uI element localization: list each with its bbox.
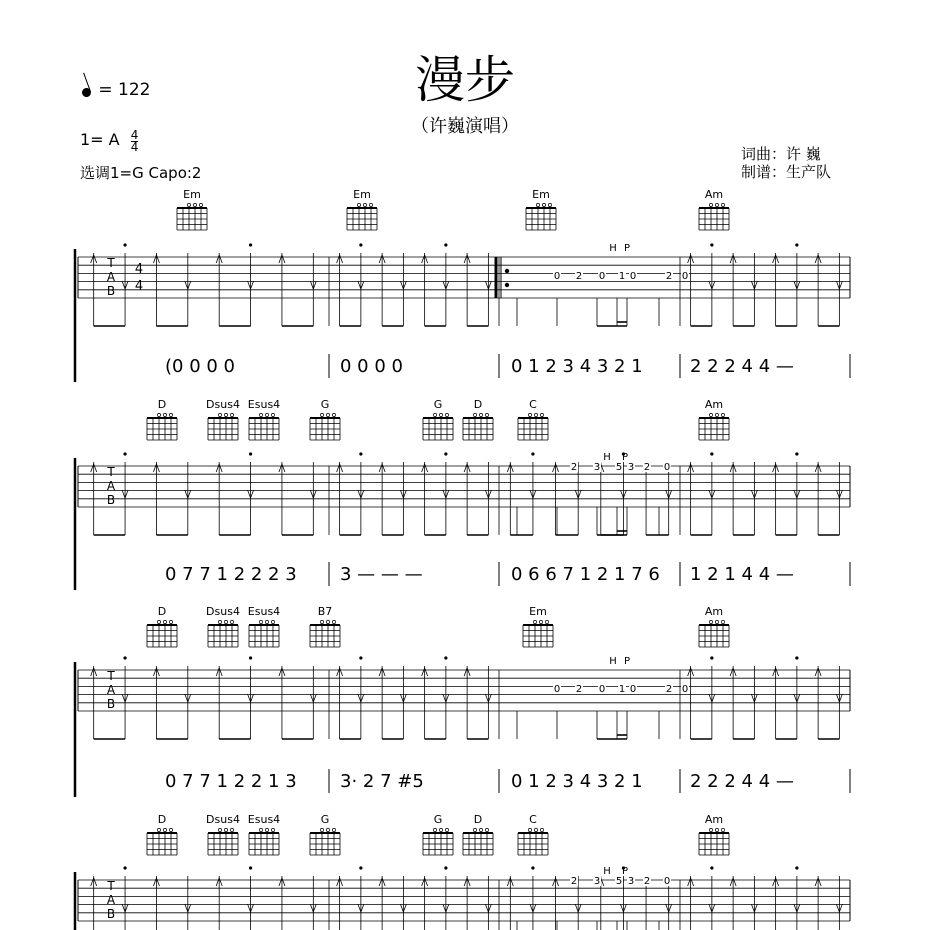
fret-number: 2 <box>575 271 583 282</box>
open-string-mark <box>485 828 488 831</box>
open-string-mark <box>539 620 542 623</box>
accent-dot <box>249 452 252 455</box>
fret-number: 1 <box>618 271 626 282</box>
open-string-mark <box>528 828 531 831</box>
accent-dot <box>795 656 798 659</box>
accent-dot <box>795 243 798 246</box>
chord-name: G <box>433 813 443 826</box>
open-string-mark <box>320 620 323 623</box>
jianpu-measure: 0 1 2 3 4 3 2 1 <box>511 771 643 792</box>
open-string-mark <box>439 828 442 831</box>
open-string-mark <box>536 203 539 206</box>
tab-letter-b: B <box>106 493 116 507</box>
accent-dot <box>359 243 362 246</box>
jianpu-measure: 0 0 0 0 <box>340 356 403 377</box>
open-string-mark <box>187 203 190 206</box>
accent-dot <box>123 243 126 246</box>
fret-number: 0 <box>663 462 671 473</box>
fret-number: 0 <box>663 876 671 887</box>
tab-letter-t: T <box>107 669 115 683</box>
chord-name: Dsus4 <box>206 813 240 826</box>
fret-number: 2 <box>643 462 651 473</box>
tab-letter-t: T <box>107 879 115 893</box>
open-string-mark <box>715 620 718 623</box>
tempo-value: = 122 <box>98 80 151 100</box>
open-string-mark <box>271 413 274 416</box>
song-title: 漫步 <box>415 51 515 109</box>
open-string-mark <box>715 203 718 206</box>
chord-name: D <box>473 398 483 411</box>
open-string-mark <box>332 620 335 623</box>
tab-letter-b: B <box>106 284 116 298</box>
chord-name: Em <box>353 188 371 201</box>
hammer-on-label: H <box>603 452 611 463</box>
open-string-mark <box>326 828 329 831</box>
jianpu-measure: 3· 2 7 #5 <box>340 771 424 792</box>
tab-time-top: 4 <box>134 262 144 277</box>
accent-dot <box>123 452 126 455</box>
open-string-mark <box>163 828 166 831</box>
fret-number: 5 <box>615 876 623 887</box>
accent-dot <box>531 866 534 869</box>
fret-number: 0 <box>598 684 606 695</box>
open-string-mark <box>193 203 196 206</box>
chord-name: Dsus4 <box>206 605 240 618</box>
fret-number: 3 <box>627 462 635 473</box>
fret-number: 2 <box>643 876 651 887</box>
open-string-mark <box>479 413 482 416</box>
open-string-mark <box>169 413 172 416</box>
open-string-mark <box>320 828 323 831</box>
fret-number: 0 <box>681 271 689 282</box>
jianpu-measure: 3 — — — <box>340 564 423 585</box>
open-string-mark <box>271 620 274 623</box>
tab-letter-a: A <box>106 270 116 284</box>
chord-name: G <box>433 398 443 411</box>
chord-name: G <box>320 398 330 411</box>
fret-number: 1 <box>618 684 626 695</box>
open-string-mark <box>445 828 448 831</box>
chord-name: Esus4 <box>247 605 281 618</box>
chord-name: D <box>157 605 167 618</box>
accent-dot <box>249 866 252 869</box>
fret-number: 0 <box>553 684 561 695</box>
open-string-mark <box>721 828 724 831</box>
fret-number: 0 <box>681 684 689 695</box>
open-string-mark <box>230 828 233 831</box>
open-string-mark <box>721 413 724 416</box>
open-string-mark <box>259 620 262 623</box>
accent-dot <box>359 866 362 869</box>
chord-name: Em <box>183 188 201 201</box>
fret-number: 3 <box>593 462 601 473</box>
pull-off-label: P <box>623 243 631 254</box>
accent-dot <box>710 866 713 869</box>
open-string-mark <box>363 203 366 206</box>
chord-name: Esus4 <box>247 813 281 826</box>
open-string-mark <box>709 413 712 416</box>
accent-dot <box>795 866 798 869</box>
open-string-mark <box>259 413 262 416</box>
open-string-mark <box>169 620 172 623</box>
capo-info: 选调1=G Capo:2 <box>80 164 202 182</box>
chord-name: Am <box>704 605 724 618</box>
open-string-mark <box>473 413 476 416</box>
fret-number: 2 <box>665 684 673 695</box>
chord-name: Am <box>704 188 724 201</box>
accent-dot <box>359 452 362 455</box>
open-string-mark <box>157 620 160 623</box>
open-string-mark <box>326 620 329 623</box>
chord-name: D <box>473 813 483 826</box>
chord-name: D <box>157 398 167 411</box>
accent-dot <box>444 452 447 455</box>
open-string-mark <box>163 620 166 623</box>
open-string-mark <box>545 620 548 623</box>
lyricist-composer: 词曲：许 巍 <box>741 145 821 163</box>
jianpu-measure: 0 1 2 3 4 3 2 1 <box>511 356 643 377</box>
accent-dot <box>710 243 713 246</box>
chord-name: D <box>157 813 167 826</box>
open-string-mark <box>485 413 488 416</box>
open-string-mark <box>199 203 202 206</box>
open-string-mark <box>218 620 221 623</box>
pull-off-label: P <box>621 866 629 877</box>
accent-dot <box>444 243 447 246</box>
jianpu-measure: (0 0 0 0 <box>165 356 235 377</box>
fret-number: 0 <box>629 684 637 695</box>
chord-name: G <box>320 813 330 826</box>
jianpu-measure: 1 2 1 4 4 — <box>690 564 794 585</box>
open-string-mark <box>445 413 448 416</box>
open-string-mark <box>721 620 724 623</box>
open-string-mark <box>224 413 227 416</box>
open-string-mark <box>548 203 551 206</box>
chord-name: Dsus4 <box>206 398 240 411</box>
open-string-mark <box>265 828 268 831</box>
open-string-mark <box>271 828 274 831</box>
time-signature: $\frac{4}{4}$ <box>130 128 139 154</box>
open-string-mark <box>265 413 268 416</box>
hammer-on-label: H <box>603 866 611 877</box>
tab-letter-t: T <box>107 465 115 479</box>
accent-dot <box>444 656 447 659</box>
open-string-mark <box>533 620 536 623</box>
fret-number: 2 <box>665 271 673 282</box>
open-string-mark <box>357 203 360 206</box>
open-string-mark <box>224 828 227 831</box>
tab-letter-t: T <box>107 256 115 270</box>
open-string-mark <box>218 828 221 831</box>
chord-name: B7 <box>317 605 333 618</box>
chord-name: Esus4 <box>247 398 281 411</box>
accent-dot <box>123 866 126 869</box>
open-string-mark <box>479 828 482 831</box>
tab-letter-a: A <box>106 893 116 907</box>
chord-name: C <box>529 398 537 411</box>
chord-name: C <box>529 813 537 826</box>
hammer-on-label: H <box>609 243 617 254</box>
tab-letter-a: A <box>106 683 116 697</box>
jianpu-measure: 2 2 2 4 4 — <box>690 771 794 792</box>
jianpu-measure: 2 2 2 4 4 — <box>690 356 794 377</box>
arranger: 制谱：生产队 <box>741 163 832 181</box>
fret-number: 5 <box>615 462 623 473</box>
open-string-mark <box>369 203 372 206</box>
jianpu-measure: 0 6 6 7 1 2 1 7 6 <box>511 564 660 585</box>
repeat-dot <box>505 283 509 287</box>
tab-letter-a: A <box>106 479 116 493</box>
open-string-mark <box>534 413 537 416</box>
tab-time-bottom: 4 <box>134 279 144 294</box>
fret-number: 2 <box>570 462 578 473</box>
open-string-mark <box>230 620 233 623</box>
accent-dot <box>444 866 447 869</box>
accent-dot <box>359 656 362 659</box>
tab-letter-b: B <box>106 907 116 921</box>
repeat-dot <box>505 269 509 273</box>
open-string-mark <box>542 203 545 206</box>
accent-dot <box>249 243 252 246</box>
open-string-mark <box>528 413 531 416</box>
open-string-mark <box>320 413 323 416</box>
fret-number: 0 <box>598 271 606 282</box>
accent-dot <box>795 452 798 455</box>
open-string-mark <box>715 413 718 416</box>
accent-dot <box>710 452 713 455</box>
chord-name: Am <box>704 398 724 411</box>
open-string-mark <box>332 413 335 416</box>
song-subtitle: （许巍演唱） <box>411 116 519 137</box>
chord-name: Am <box>704 813 724 826</box>
open-string-mark <box>157 828 160 831</box>
tab-letter-b: B <box>106 697 116 711</box>
open-string-mark <box>540 828 543 831</box>
accent-dot <box>710 656 713 659</box>
open-string-mark <box>433 828 436 831</box>
open-string-mark <box>224 620 227 623</box>
fret-number: 0 <box>629 271 637 282</box>
open-string-mark <box>157 413 160 416</box>
jianpu-measure: 0 7 7 1 2 2 2 3 <box>165 564 297 585</box>
open-string-mark <box>709 620 712 623</box>
pull-off-label: P <box>621 452 629 463</box>
pull-off-label: P <box>623 656 631 667</box>
accent-dot <box>123 656 126 659</box>
open-string-mark <box>433 413 436 416</box>
fret-number: 3 <box>627 876 635 887</box>
open-string-mark <box>709 828 712 831</box>
key-label: 1= A <box>80 130 120 149</box>
open-string-mark <box>721 203 724 206</box>
accent-dot <box>531 452 534 455</box>
fret-number: 2 <box>570 876 578 887</box>
open-string-mark <box>230 413 233 416</box>
open-string-mark <box>439 413 442 416</box>
open-string-mark <box>715 828 718 831</box>
open-string-mark <box>265 620 268 623</box>
open-string-mark <box>709 203 712 206</box>
open-string-mark <box>473 828 476 831</box>
jianpu-measure: 0 7 7 1 2 2 1 3 <box>165 771 297 792</box>
open-string-mark <box>326 413 329 416</box>
open-string-mark <box>259 828 262 831</box>
open-string-mark <box>218 413 221 416</box>
fret-number: 0 <box>553 271 561 282</box>
hammer-on-label: H <box>609 656 617 667</box>
fret-number: 3 <box>593 876 601 887</box>
fret-number: 2 <box>575 684 583 695</box>
open-string-mark <box>169 828 172 831</box>
open-string-mark <box>534 828 537 831</box>
open-string-mark <box>540 413 543 416</box>
chord-name: Em <box>529 605 547 618</box>
chord-name: Em <box>532 188 550 201</box>
open-string-mark <box>163 413 166 416</box>
open-string-mark <box>332 828 335 831</box>
accent-dot <box>249 656 252 659</box>
